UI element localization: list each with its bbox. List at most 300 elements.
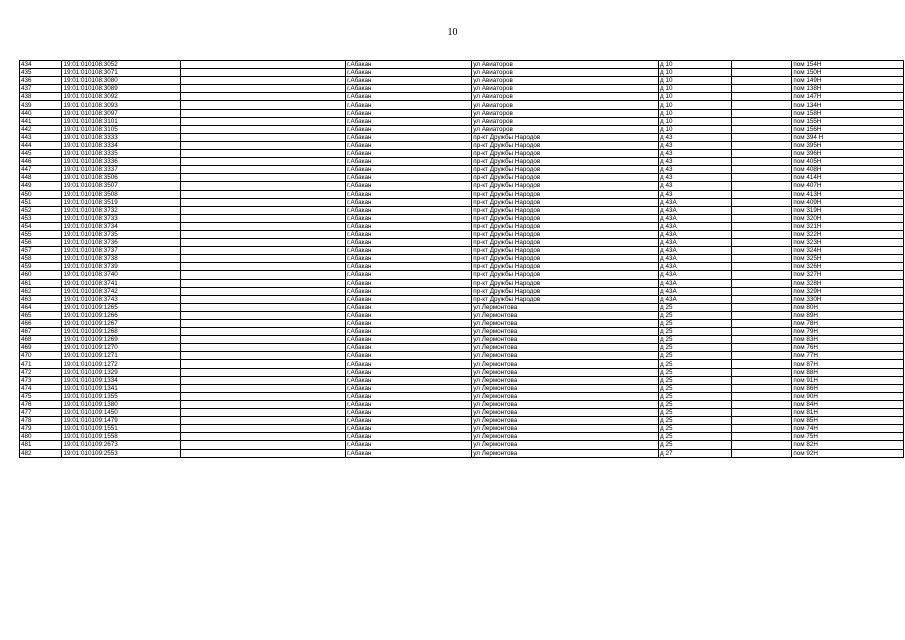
row-number-cell: 459 <box>20 263 62 271</box>
blank-cell <box>181 449 346 457</box>
street-cell: ул Лермонтова <box>472 384 659 392</box>
street-cell: пр-кт Дружбы Народов <box>472 230 659 238</box>
city-cell: г.Абакан <box>346 230 472 238</box>
table-row <box>20 441 904 449</box>
city-cell: г.Абакан <box>346 133 472 141</box>
blank-cell-2 <box>731 222 792 230</box>
blank-cell-2 <box>731 93 792 101</box>
city-cell: г.Абакан <box>346 61 472 69</box>
table-row <box>20 287 904 295</box>
blank-cell-2 <box>731 392 792 400</box>
table-row <box>20 230 904 238</box>
table-row <box>20 303 904 311</box>
street-cell: ул Лермонтова <box>472 328 659 336</box>
blank-cell-2 <box>731 425 792 433</box>
house-cell: д 43 <box>659 182 732 190</box>
blank-cell <box>181 441 346 449</box>
blank-cell-2 <box>731 263 792 271</box>
city-cell: г.Абакан <box>346 247 472 255</box>
cadastral-number-cell: 19:01:010108:3071 <box>62 69 181 77</box>
row-number-cell: 444 <box>20 141 62 149</box>
premises-cell: пом 156Н <box>792 125 904 133</box>
premises-cell: пом 82Н <box>792 441 904 449</box>
table-row <box>20 449 904 457</box>
table-row <box>20 425 904 433</box>
row-number-cell: 468 <box>20 336 62 344</box>
city-cell: г.Абакан <box>346 344 472 352</box>
table-row <box>20 141 904 149</box>
table-row <box>20 174 904 182</box>
house-cell: д 25 <box>659 344 732 352</box>
blank-cell-2 <box>731 141 792 149</box>
table-row <box>20 133 904 141</box>
premises-cell: пом 154Н <box>792 61 904 69</box>
cadastral-number-cell: 19:01:010108:3741 <box>62 279 181 287</box>
cadastral-number-cell: 19:01:010108:3733 <box>62 214 181 222</box>
street-cell: пр-кт Дружбы Народов <box>472 198 659 206</box>
table-row <box>20 328 904 336</box>
premises-cell: пом 408Н <box>792 166 904 174</box>
cadastral-number-cell: 19:01:010108:3737 <box>62 247 181 255</box>
registry-rows <box>20 61 904 458</box>
blank-cell <box>181 433 346 441</box>
city-cell: г.Абакан <box>346 433 472 441</box>
premises-cell: пом 85Н <box>792 417 904 425</box>
cadastral-number-cell: 19:01:010108:3734 <box>62 222 181 230</box>
premises-cell: пом 319Н <box>792 206 904 214</box>
cadastral-number-cell: 19:01:010109:1479 <box>62 417 181 425</box>
street-cell: ул Авиаторов <box>472 125 659 133</box>
house-cell: д 43А <box>659 255 732 263</box>
table-row <box>20 239 904 247</box>
blank-cell <box>181 376 346 384</box>
row-number-cell: 439 <box>20 101 62 109</box>
blank-cell <box>181 425 346 433</box>
city-cell: г.Абакан <box>346 150 472 158</box>
street-cell: ул Лермонтова <box>472 400 659 408</box>
premises-cell: пом 134Н <box>792 101 904 109</box>
table-row <box>20 61 904 69</box>
city-cell: г.Абакан <box>346 125 472 133</box>
cadastral-number-cell: 19:01:010109:1272 <box>62 360 181 368</box>
blank-cell <box>181 77 346 85</box>
blank-cell-2 <box>731 384 792 392</box>
row-number-cell: 469 <box>20 344 62 352</box>
row-number-cell: 472 <box>20 368 62 376</box>
city-cell: г.Абакан <box>346 190 472 198</box>
premises-cell: пом 323Н <box>792 239 904 247</box>
blank-cell-2 <box>731 69 792 77</box>
cadastral-number-cell: 19:01:010108:3337 <box>62 166 181 174</box>
house-cell: д 25 <box>659 392 732 400</box>
house-cell: д 25 <box>659 441 732 449</box>
city-cell: г.Абакан <box>346 263 472 271</box>
row-number-cell: 465 <box>20 311 62 319</box>
row-number-cell: 462 <box>20 287 62 295</box>
blank-cell-2 <box>731 214 792 222</box>
street-cell: пр-кт Дружбы Народов <box>472 239 659 247</box>
premises-cell: пом 330Н <box>792 295 904 303</box>
row-number-cell: 435 <box>20 69 62 77</box>
blank-cell-2 <box>731 206 792 214</box>
table-row <box>20 352 904 360</box>
cadastral-number-cell: 19:01:010109:1551 <box>62 425 181 433</box>
premises-cell: пом 92Н <box>792 449 904 457</box>
blank-cell <box>181 255 346 263</box>
house-cell: д 43А <box>659 230 732 238</box>
street-cell: ул Лермонтова <box>472 409 659 417</box>
table-row <box>20 433 904 441</box>
street-cell: пр-кт Дружбы Народов <box>472 206 659 214</box>
house-cell: д 25 <box>659 425 732 433</box>
house-cell: д 10 <box>659 69 732 77</box>
blank-cell-2 <box>731 247 792 255</box>
row-number-cell: 463 <box>20 295 62 303</box>
city-cell: г.Абакан <box>346 320 472 328</box>
city-cell: г.Абакан <box>346 303 472 311</box>
house-cell: д 43А <box>659 271 732 279</box>
row-number-cell: 466 <box>20 320 62 328</box>
cadastral-number-cell: 19:01:010109:1270 <box>62 344 181 352</box>
cadastral-number-cell: 19:01:010108:3334 <box>62 141 181 149</box>
house-cell: д 10 <box>659 93 732 101</box>
cadastral-number-cell: 19:01:010108:3097 <box>62 109 181 117</box>
row-number-cell: 451 <box>20 198 62 206</box>
street-cell: ул Лермонтова <box>472 392 659 400</box>
blank-cell <box>181 336 346 344</box>
blank-cell <box>181 101 346 109</box>
premises-cell: пом 79Н <box>792 328 904 336</box>
house-cell: д 43А <box>659 206 732 214</box>
city-cell: г.Абакан <box>346 255 472 263</box>
city-cell: г.Абакан <box>346 182 472 190</box>
city-cell: г.Абакан <box>346 311 472 319</box>
row-number-cell: 440 <box>20 109 62 117</box>
blank-cell <box>181 93 346 101</box>
table-row <box>20 247 904 255</box>
row-number-cell: 450 <box>20 190 62 198</box>
row-number-cell: 482 <box>20 449 62 457</box>
city-cell: г.Абакан <box>346 449 472 457</box>
cadastral-number-cell: 19:01:010109:1355 <box>62 392 181 400</box>
blank-cell <box>181 263 346 271</box>
premises-cell: пом 138Н <box>792 85 904 93</box>
city-cell: г.Абакан <box>346 239 472 247</box>
blank-cell-2 <box>731 409 792 417</box>
premises-cell: пом 78Н <box>792 320 904 328</box>
blank-cell-2 <box>731 376 792 384</box>
blank-cell <box>181 344 346 352</box>
street-cell: пр-кт Дружбы Народов <box>472 141 659 149</box>
street-cell: пр-кт Дружбы Народов <box>472 295 659 303</box>
blank-cell <box>181 320 346 328</box>
table-row <box>20 400 904 408</box>
premises-cell: пом 396Н <box>792 150 904 158</box>
street-cell: пр-кт Дружбы Народов <box>472 190 659 198</box>
city-cell: г.Абакан <box>346 214 472 222</box>
table-row <box>20 360 904 368</box>
premises-cell: пом 86Н <box>792 384 904 392</box>
cadastral-number-cell: 19:01:010108:3333 <box>62 133 181 141</box>
street-cell: пр-кт Дружбы Народов <box>472 166 659 174</box>
premises-cell: пом 321Н <box>792 222 904 230</box>
street-cell: пр-кт Дружбы Народов <box>472 150 659 158</box>
house-cell: д 25 <box>659 384 732 392</box>
blank-cell-2 <box>731 77 792 85</box>
blank-cell-2 <box>731 150 792 158</box>
blank-cell-2 <box>731 166 792 174</box>
cadastral-number-cell: 19:01:010108:3743 <box>62 295 181 303</box>
premises-cell: пом 76Н <box>792 344 904 352</box>
blank-cell <box>181 230 346 238</box>
cadastral-number-cell: 19:01:010108:3080 <box>62 77 181 85</box>
cadastral-number-cell: 19:01:010108:3092 <box>62 93 181 101</box>
blank-cell-2 <box>731 117 792 125</box>
cadastral-number-cell: 19:01:010108:3089 <box>62 85 181 93</box>
house-cell: д 43 <box>659 141 732 149</box>
city-cell: г.Абакан <box>346 360 472 368</box>
row-number-cell: 455 <box>20 230 62 238</box>
table-row <box>20 150 904 158</box>
row-number-cell: 448 <box>20 174 62 182</box>
house-cell: д 43А <box>659 239 732 247</box>
blank-cell <box>181 174 346 182</box>
blank-cell <box>181 158 346 166</box>
blank-cell-2 <box>731 182 792 190</box>
house-cell: д 27 <box>659 449 732 457</box>
premises-cell: пом 328Н <box>792 279 904 287</box>
cadastral-number-cell: 19:01:010108:3336 <box>62 158 181 166</box>
table-row <box>20 279 904 287</box>
cadastral-number-cell: 19:01:010108:3506 <box>62 174 181 182</box>
row-number-cell: 470 <box>20 352 62 360</box>
house-cell: д 10 <box>659 109 732 117</box>
city-cell: г.Абакан <box>346 376 472 384</box>
blank-cell-2 <box>731 109 792 117</box>
blank-cell-2 <box>731 174 792 182</box>
cadastral-number-cell: 19:01:010108:3740 <box>62 271 181 279</box>
city-cell: г.Абакан <box>346 222 472 230</box>
city-cell: г.Абакан <box>346 206 472 214</box>
city-cell: г.Абакан <box>346 166 472 174</box>
row-number-cell: 460 <box>20 271 62 279</box>
city-cell: г.Абакан <box>346 287 472 295</box>
cadastral-number-cell: 19:01:010108:3507 <box>62 182 181 190</box>
city-cell: г.Абакан <box>346 336 472 344</box>
cadastral-number-cell: 19:01:010108:3105 <box>62 125 181 133</box>
house-cell: д 43А <box>659 214 732 222</box>
row-number-cell: 464 <box>20 303 62 311</box>
table-row <box>20 336 904 344</box>
house-cell: д 25 <box>659 368 732 376</box>
house-cell: д 25 <box>659 320 732 328</box>
premises-cell: пом 324Н <box>792 247 904 255</box>
blank-cell <box>181 279 346 287</box>
blank-cell <box>181 85 346 93</box>
table-row <box>20 392 904 400</box>
premises-cell: пом 74Н <box>792 425 904 433</box>
row-number-cell: 467 <box>20 328 62 336</box>
cadastral-number-cell: 19:01:010108:3519 <box>62 198 181 206</box>
blank-cell <box>181 311 346 319</box>
blank-cell <box>181 239 346 247</box>
table-row <box>20 117 904 125</box>
cadastral-number-cell: 19:01:010108:3101 <box>62 117 181 125</box>
blank-cell <box>181 352 346 360</box>
table-row <box>20 409 904 417</box>
row-number-cell: 446 <box>20 158 62 166</box>
table-row <box>20 77 904 85</box>
registry-table <box>19 60 904 458</box>
blank-cell <box>181 328 346 336</box>
blank-cell-2 <box>731 133 792 141</box>
house-cell: д 25 <box>659 376 732 384</box>
row-number-cell: 457 <box>20 247 62 255</box>
city-cell: г.Абакан <box>346 279 472 287</box>
cadastral-number-cell: 19:01:010108:3738 <box>62 255 181 263</box>
table-row <box>20 93 904 101</box>
city-cell: г.Абакан <box>346 328 472 336</box>
blank-cell-2 <box>731 360 792 368</box>
premises-cell: пом 320Н <box>792 214 904 222</box>
table-row <box>20 344 904 352</box>
house-cell: д 43 <box>659 190 732 198</box>
cadastral-number-cell: 19:01:010109:1271 <box>62 352 181 360</box>
premises-cell: пом 84Н <box>792 400 904 408</box>
house-cell: д 43 <box>659 166 732 174</box>
premises-cell: пом 91Н <box>792 376 904 384</box>
blank-cell-2 <box>731 287 792 295</box>
blank-cell <box>181 384 346 392</box>
cadastral-number-cell: 19:01:010108:3736 <box>62 239 181 247</box>
table-row <box>20 255 904 263</box>
house-cell: д 25 <box>659 417 732 425</box>
cadastral-number-cell: 19:01:010108:3739 <box>62 263 181 271</box>
street-cell: ул Авиаторов <box>472 109 659 117</box>
premises-cell: пом 413Н <box>792 190 904 198</box>
city-cell: г.Абакан <box>346 295 472 303</box>
blank-cell-2 <box>731 198 792 206</box>
house-cell: д 43А <box>659 279 732 287</box>
blank-cell-2 <box>731 255 792 263</box>
street-cell: ул Лермонтова <box>472 417 659 425</box>
house-cell: д 43 <box>659 174 732 182</box>
row-number-cell: 445 <box>20 150 62 158</box>
street-cell: ул Лермонтова <box>472 376 659 384</box>
premises-cell: пом 414Н <box>792 174 904 182</box>
blank-cell <box>181 303 346 311</box>
street-cell: ул Лермонтова <box>472 441 659 449</box>
row-number-cell: 437 <box>20 85 62 93</box>
blank-cell <box>181 247 346 255</box>
table-row <box>20 311 904 319</box>
row-number-cell: 456 <box>20 239 62 247</box>
street-cell: пр-кт Дружбы Народов <box>472 182 659 190</box>
cadastral-number-cell: 19:01:010108:3335 <box>62 150 181 158</box>
blank-cell-2 <box>731 239 792 247</box>
blank-cell <box>181 409 346 417</box>
row-number-cell: 461 <box>20 279 62 287</box>
cadastral-number-cell: 19:01:010108:3052 <box>62 61 181 69</box>
house-cell: д 10 <box>659 101 732 109</box>
table-row <box>20 85 904 93</box>
blank-cell <box>181 125 346 133</box>
city-cell: г.Абакан <box>346 158 472 166</box>
street-cell: ул Лермонтова <box>472 425 659 433</box>
premises-cell: пом 322Н <box>792 230 904 238</box>
row-number-cell: 478 <box>20 417 62 425</box>
blank-cell-2 <box>731 271 792 279</box>
street-cell: ул Авиаторов <box>472 101 659 109</box>
street-cell: ул Авиаторов <box>472 117 659 125</box>
street-cell: пр-кт Дружбы Народов <box>472 174 659 182</box>
row-number-cell: 471 <box>20 360 62 368</box>
blank-cell <box>181 417 346 425</box>
table-row <box>20 125 904 133</box>
cadastral-number-cell: 19:01:010109:1267 <box>62 320 181 328</box>
premises-cell: пом 326Н <box>792 263 904 271</box>
table-row <box>20 320 904 328</box>
city-cell: г.Абакан <box>346 409 472 417</box>
blank-cell-2 <box>731 320 792 328</box>
premises-cell: пом 80Н <box>792 303 904 311</box>
row-number-cell: 452 <box>20 206 62 214</box>
blank-cell-2 <box>731 400 792 408</box>
street-cell: ул Лермонтова <box>472 344 659 352</box>
cadastral-number-cell: 19:01:010109:1266 <box>62 311 181 319</box>
row-number-cell: 476 <box>20 400 62 408</box>
city-cell: г.Абакан <box>346 69 472 77</box>
row-number-cell: 434 <box>20 61 62 69</box>
blank-cell <box>181 214 346 222</box>
city-cell: г.Абакан <box>346 425 472 433</box>
street-cell: ул Авиаторов <box>472 93 659 101</box>
street-cell: пр-кт Дружбы Народов <box>472 214 659 222</box>
cadastral-number-cell: 19:01:010109:1341 <box>62 384 181 392</box>
street-cell: ул Лермонтова <box>472 303 659 311</box>
premises-cell: пом 409Н <box>792 198 904 206</box>
table-row <box>20 222 904 230</box>
house-cell: д 25 <box>659 360 732 368</box>
street-cell: пр-кт Дружбы Народов <box>472 263 659 271</box>
row-number-cell: 447 <box>20 166 62 174</box>
blank-cell-2 <box>731 328 792 336</box>
blank-cell <box>181 190 346 198</box>
premises-cell: пом 147Н <box>792 93 904 101</box>
house-cell: д 10 <box>659 77 732 85</box>
blank-cell <box>181 117 346 125</box>
premises-cell: пом 158Н <box>792 109 904 117</box>
table-row <box>20 368 904 376</box>
house-cell: д 43 <box>659 150 732 158</box>
house-cell: д 25 <box>659 328 732 336</box>
cadastral-number-cell: 19:01:010108:3735 <box>62 230 181 238</box>
house-cell: д 25 <box>659 352 732 360</box>
cadastral-number-cell: 19:01:010109:1380 <box>62 400 181 408</box>
house-cell: д 10 <box>659 117 732 125</box>
table-row <box>20 376 904 384</box>
row-number-cell: 443 <box>20 133 62 141</box>
row-number-cell: 436 <box>20 77 62 85</box>
blank-cell-2 <box>731 449 792 457</box>
row-number-cell: 438 <box>20 93 62 101</box>
house-cell: д 25 <box>659 433 732 441</box>
premises-cell: пом 83Н <box>792 336 904 344</box>
row-number-cell: 480 <box>20 433 62 441</box>
blank-cell-2 <box>731 101 792 109</box>
cadastral-number-cell: 19:01:010109:1334 <box>62 376 181 384</box>
house-cell: д 25 <box>659 409 732 417</box>
